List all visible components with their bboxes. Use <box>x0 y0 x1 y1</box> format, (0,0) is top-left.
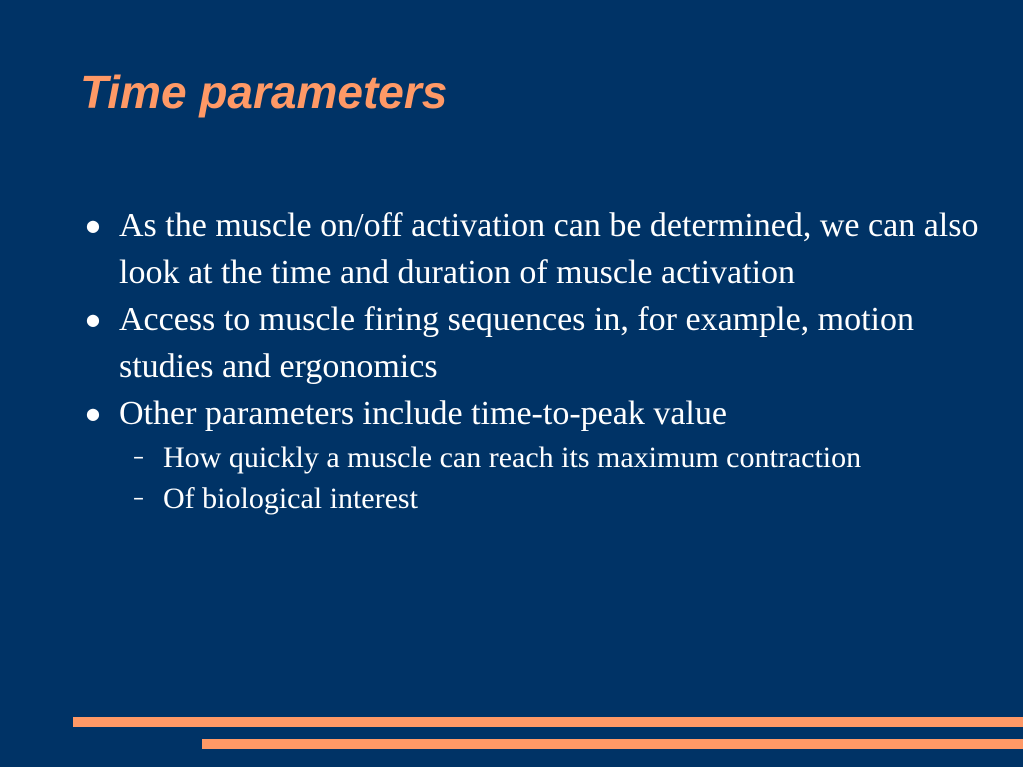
bullet-text: Other parameters include time-to-peak value <box>119 395 727 432</box>
decorative-bar-bottom <box>202 739 1023 749</box>
bullet-item <box>0 390 979 437</box>
dash-icon: – <box>133 445 144 470</box>
bullet-text: Access to muscle firing sequences in, for example, motion studies and ergonomics <box>119 301 914 385</box>
bullet-text: As the muscle on/off activation can be determined, we can also look at the time and duration of muscle activation <box>119 207 979 291</box>
bullet-dot-icon: ● <box>86 404 100 423</box>
decorative-bar-top <box>73 717 1023 727</box>
sub-bullet-text: Of biological interest <box>163 482 418 515</box>
sub-bullet-item <box>0 437 883 478</box>
bullet-item <box>0 202 979 296</box>
slide-title: Time parameters <box>80 66 448 118</box>
dash-icon: – <box>133 486 144 511</box>
bullet-dot-icon: ● <box>86 310 100 329</box>
bullet-dot-icon: ● <box>86 216 100 235</box>
sub-bullet-item <box>0 478 883 519</box>
sub-bullet-text: How quickly a muscle can reach its maximum contraction <box>163 441 862 474</box>
bullet-list <box>0 202 1023 519</box>
bullet-item <box>0 296 979 390</box>
